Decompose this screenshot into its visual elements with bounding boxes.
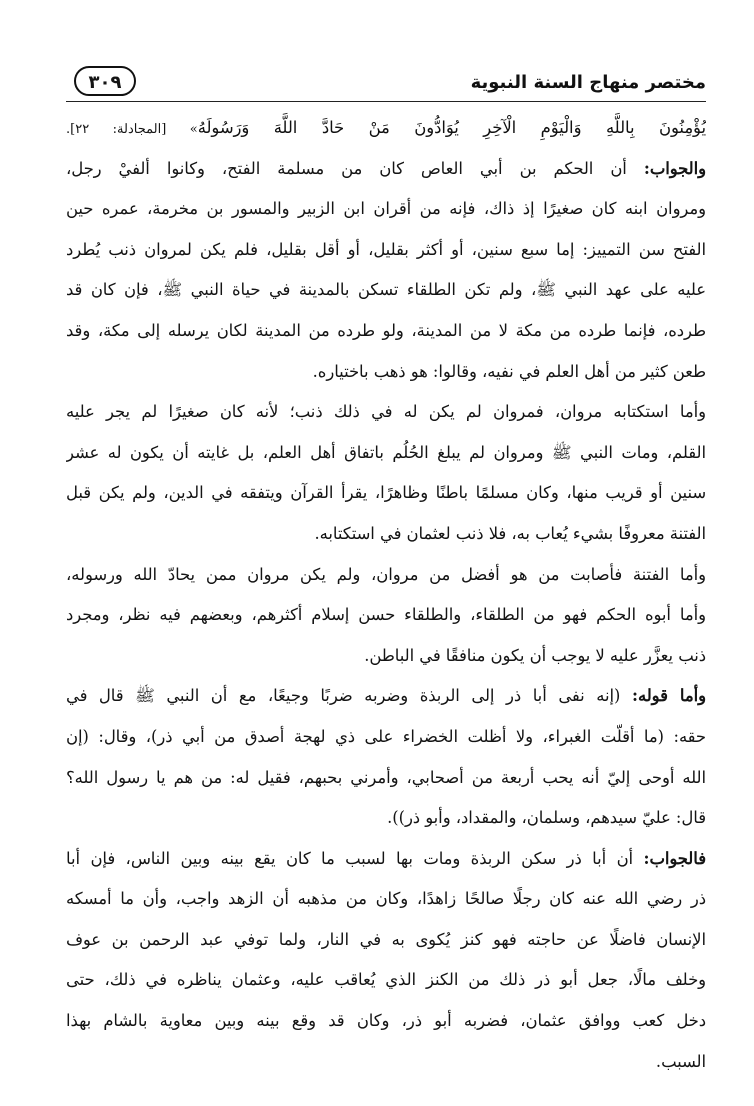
text-line <box>66 311 706 352</box>
text-line <box>66 392 706 433</box>
line-text: الله أوحى إليّ أنه يحب أربعة من أصحابي، وأمرني بحبهم، فقيل له: من هم يا رسول الله؟ <box>66 767 706 787</box>
text-line <box>66 352 706 393</box>
line-text: أن الحكم بن أبي العاص كان من مسلمة الفتح، وكانوا ألفيْ رجل، <box>66 158 644 178</box>
book-title: مختصر منهاج السنة النبوية <box>470 72 706 93</box>
text-line <box>66 473 706 514</box>
text-line <box>66 758 706 799</box>
quran-verse: يُؤْمِنُونَ بِاللَّهِ وَالْيَوْمِ الْآخِرِ يُوَادُّونَ مَنْ حَادَّ اللَّهَ وَرَسُولَهُ <box>197 118 706 137</box>
text-line <box>66 960 706 1001</box>
line-text: الفتنة معروفًا بشيء يُعاب به، فلا ذنب لعثمان في استكتابه. <box>314 523 706 543</box>
text-line <box>66 717 706 758</box>
line-text: عليه على عهد النبي ﷺ، ولم تكن الطلقاء تسكن بالمدينة في حياة النبي ﷺ، فإن كان قد <box>66 280 706 300</box>
line-text: دخل كعب ووافق عثمان، فضربه أبو ذر، وكان قد وقع بينه وبين معاوية بالشام بهذا <box>66 1011 706 1031</box>
header-divider <box>66 101 706 102</box>
line-text: سنين أو قريب منها، وكان مسلمًا باطنًا وظاهرًا، يقرأ القرآن ويتفقه في الدين، ولم يكن قبل <box>66 483 706 503</box>
line-text: القلم، ومات النبي ﷺ ومروان لم يبلغ الحُلُم باتفاق أهل العلم، بل غايته أن يكون له عشر <box>66 442 706 462</box>
line-text: الفتح سن التمييز: إما سبع سنين، أو أكثر بقليل، أو أقل بقليل، فلم يكن لمروان ذنب يُطرد <box>66 239 706 259</box>
text-line <box>66 230 706 271</box>
verse-reference: » [المجادلة: ٢٢]. <box>66 122 198 137</box>
lead-word: وأما قوله: <box>631 686 706 706</box>
line-text: قال: عليّ سيدهم، وسلمان، والمقداد، وأبو ذر)). <box>387 808 706 828</box>
lead-word: فالجواب: <box>643 848 706 868</box>
line-text: طرده، فإنما طرده من مكة لا من المدينة، ولو طرده من المدينة لكان يرسله إلى مكة، وقد <box>66 320 706 340</box>
line-text: ومروان ابنه كان صغيرًا إذ ذاك، فإنه من أقران ابن الزبير والمسور بن مخرمة، عمره حين <box>66 199 706 219</box>
page-header <box>66 66 706 100</box>
text-line <box>66 798 706 839</box>
text-line <box>66 149 706 190</box>
line-text: وأما الفتنة فأصابت من هو أفضل من مروان، ولم يكن مروان ممن يحادّ الله ورسوله، <box>66 564 706 584</box>
text-line <box>66 108 706 149</box>
line-text: حقه: (ما أقلّت الغبراء، ولا أظلت الخضراء على ذي لهجة أصدق من أبي ذر)، وقال: (إن <box>66 726 706 746</box>
text-line <box>66 676 706 717</box>
lead-word: والجواب: <box>643 158 706 178</box>
text-line <box>66 433 706 474</box>
line-text: وأما أبوه الحكم فهو من الطلقاء، والطلقاء حسن إسلام أكثرهم، وبعضهم فيه نظر، ومجرد <box>66 605 706 625</box>
line-text: ذنب يعزَّر عليه لا يوجب أن يكون منافقًا في الباطن. <box>364 645 706 665</box>
line-text: طعن كثير من أهل العلم في نفيه، وقالوا: هو ذهب باختياره. <box>312 361 706 381</box>
text-line <box>66 555 706 596</box>
text-line <box>66 189 706 230</box>
text-line <box>66 879 706 920</box>
text-line <box>66 514 706 555</box>
line-text: السبب. <box>655 1051 706 1071</box>
line-text: وأما استكتابه مروان، فمروان لم يكن له في ذلك ذنب؛ لأنه كان صغيرًا لم يجر عليه <box>66 402 706 422</box>
text-line <box>66 839 706 880</box>
line-text: وخلف مالًا، جعل أبو ذر ذلك من الكنز الذي يُعاقب عليه، وعثمان يناظره في ذلك، حتى <box>66 970 706 990</box>
text-line <box>66 1001 706 1042</box>
line-text: أن أبا ذر سكن الربذة ومات بها لسبب ما كان يقع بينه وبين الناس، فإن أبا <box>66 848 644 868</box>
body-text <box>66 108 706 1082</box>
page-number: ٣٠٩ <box>74 66 136 96</box>
line-text: (إنه نفى أبا ذر إلى الربذة وضربه ضربًا وجيعًا، مع أن النبي ﷺ قال في <box>66 686 632 706</box>
text-line <box>66 595 706 636</box>
text-line <box>66 1042 706 1083</box>
text-line <box>66 920 706 961</box>
line-text: الإنسان فاضلًا عن حاجته فهو كنز يُكوى به في النار، ولما توفي عبد الرحمن بن عوف <box>66 929 706 949</box>
line-text: ذر رضي الله عنه كان رجلًا صالحًا زاهدًا، وكان من مذهبه أن الزهد واجب، وأن ما أمسكه <box>66 889 706 909</box>
text-line <box>66 270 706 311</box>
text-line <box>66 636 706 677</box>
